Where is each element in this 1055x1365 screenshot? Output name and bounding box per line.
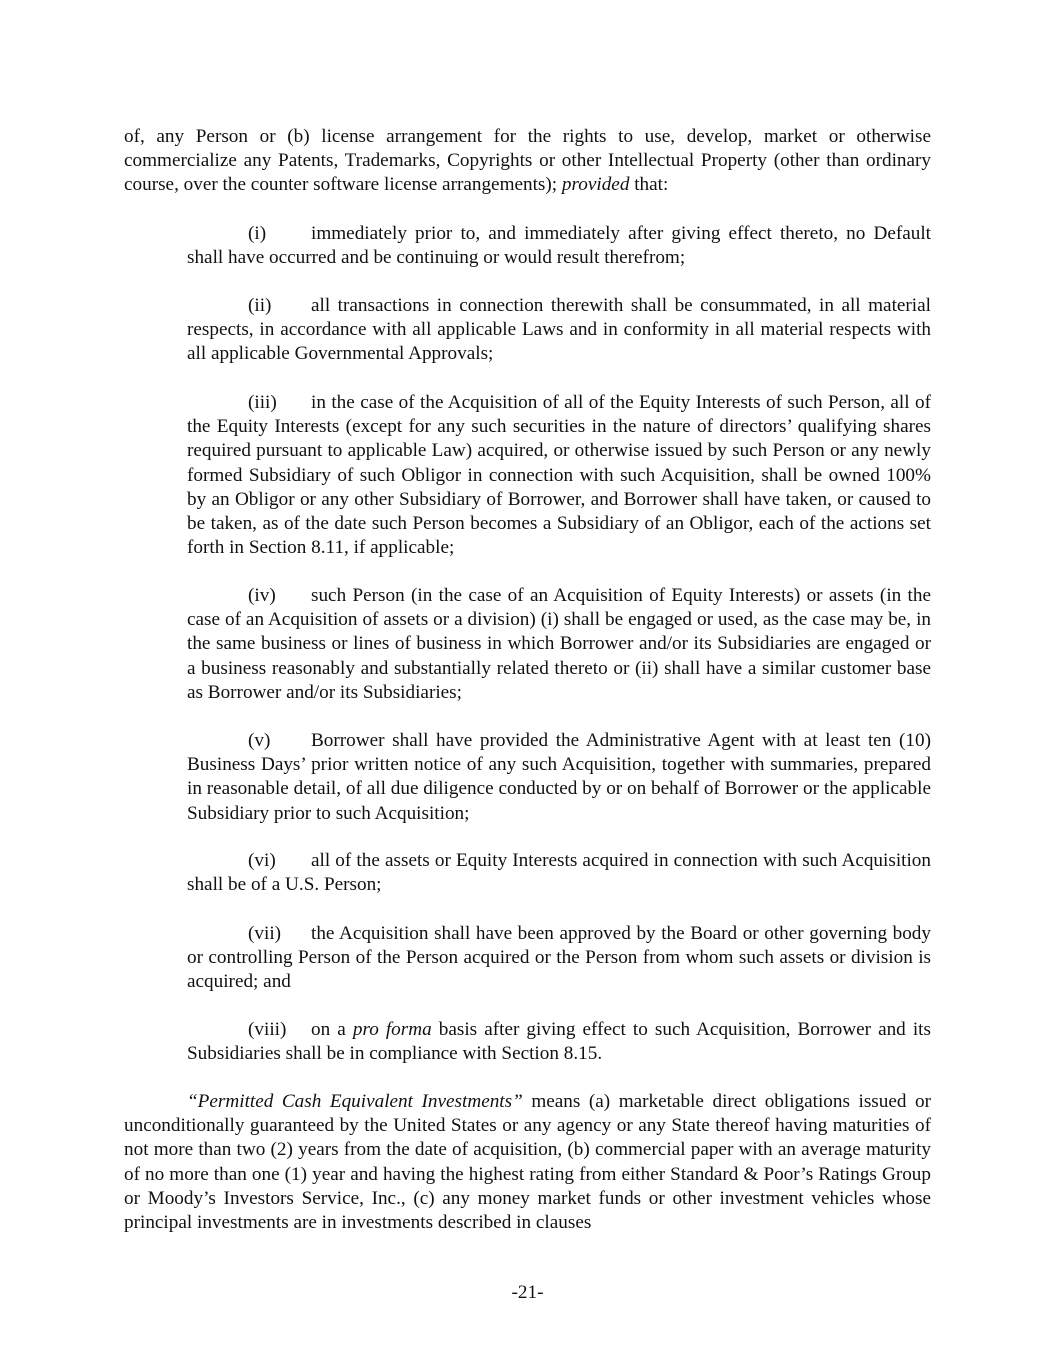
clause-text: immediately prior to, and immediately after giving effect thereto, no Default shall have occurred and be continuing or would result therefrom; — [187, 223, 931, 269]
clause-viii — [187, 1018, 931, 1066]
clause-number: (iv) — [248, 585, 276, 606]
clause-number: (vi) — [248, 850, 276, 871]
clause-number: (vii) — [248, 923, 282, 944]
intro-paragraph — [124, 125, 931, 198]
definition-text: means (a) marketable direct obligations issued or unconditionally guaranteed by the United States or any agency or any State thereof having maturities of not more than two (2) years from the date of acquisition, (b) commercial paper with an average maturity of no more than one (1) year and having the highest rating from either Standard & Poor’s Ratings Group or Moody’s Investors Service, Inc., (c) any money market funds or other investment vehicles whose principal investments are in investments described in clauses — [124, 1091, 931, 1234]
clause-text-tail: basis after giving effect to such Acquisition, Borrower and its Subsidiaries shall be in compliance with Section 8.15. — [187, 1019, 931, 1065]
clause-text: the Acquisition shall have been approved by the Board or other governing body or controlling Person of the Person acquired or the Person from whom such assets or division is acquired; and — [187, 923, 931, 993]
clause-number: (v) — [248, 730, 271, 751]
provided-term: provided — [561, 174, 630, 196]
clause-vi — [187, 849, 931, 897]
clause-iv — [187, 584, 931, 705]
intro-text: of, any Person or (b) license arrangement for the rights to use, develop, market or otherwise commercialize any Patents, Trademarks, Copyrights or other Intellectual Property (other than ordinary course, over the counter software license arrangements); — [124, 126, 931, 196]
clause-text: Borrower shall have provided the Administrative Agent with at least ten (10) Business Days’ prior written notice of any such Acquisition, together with summaries, prepared in reasonable detail, of all due diligence conducted by or on behalf of Borrower or the applicable Subsidiary prior to such Acquisition; — [187, 730, 931, 824]
definition-paragraph — [124, 1090, 931, 1235]
pro-forma-term: pro forma — [352, 1019, 432, 1040]
clause-ii — [187, 294, 931, 367]
clause-i — [187, 222, 931, 270]
clause-number: (i) — [248, 223, 267, 244]
clause-iii — [187, 391, 931, 560]
clause-text: all of the assets or Equity Interests acquired in connection with such Acquisition shall be of a U.S. Person; — [187, 850, 931, 896]
clause-vii — [187, 922, 931, 995]
defined-term: “Permitted Cash Equivalent Investments” — [187, 1091, 523, 1112]
clause-text: in the case of the Acquisition of all of the Equity Interests of such Person, all of the Equity Interests (except for any such securities in the nature of directors’ qualifying shares required pursuant to applicable Law) acquired, or otherwise issued by such Person or any newly formed Subsidiary of such Obligor in connection with such Acquisition, shall be owned 100% by an Obligor or any other Subsidiary of Borrower, and Borrower shall have taken, or caused to be taken, as of the date such Person becomes a Subsidiary of an Obligor, each of the actions set forth in Section 8.11, if applicable; — [187, 392, 931, 559]
clause-text: all transactions in connection therewith shall be consummated, in all material respects, in accordance with all applicable Laws and in conformity in all material respects with all applicable Governmental Approvals; — [187, 295, 931, 365]
clause-text: on a — [311, 1019, 353, 1040]
page-number: -21- — [511, 1282, 544, 1303]
clause-number: (ii) — [248, 295, 272, 316]
intro-tail: that: — [629, 174, 669, 196]
clause-number: (viii) — [248, 1019, 287, 1040]
clause-text: such Person (in the case of an Acquisition of Equity Interests) or assets (in the case of an Acquisition of assets or a division) (i) shall be engaged or used, as the case may be, in the same business or lines of business in which Borrower and/or its Subsidiaries are engaged or a business reasonably and substantially related thereto or (ii) shall have a similar customer base as Borrower and/or its Subsidiaries; — [187, 585, 931, 703]
clause-number: (iii) — [248, 392, 277, 413]
clause-v — [187, 729, 931, 826]
